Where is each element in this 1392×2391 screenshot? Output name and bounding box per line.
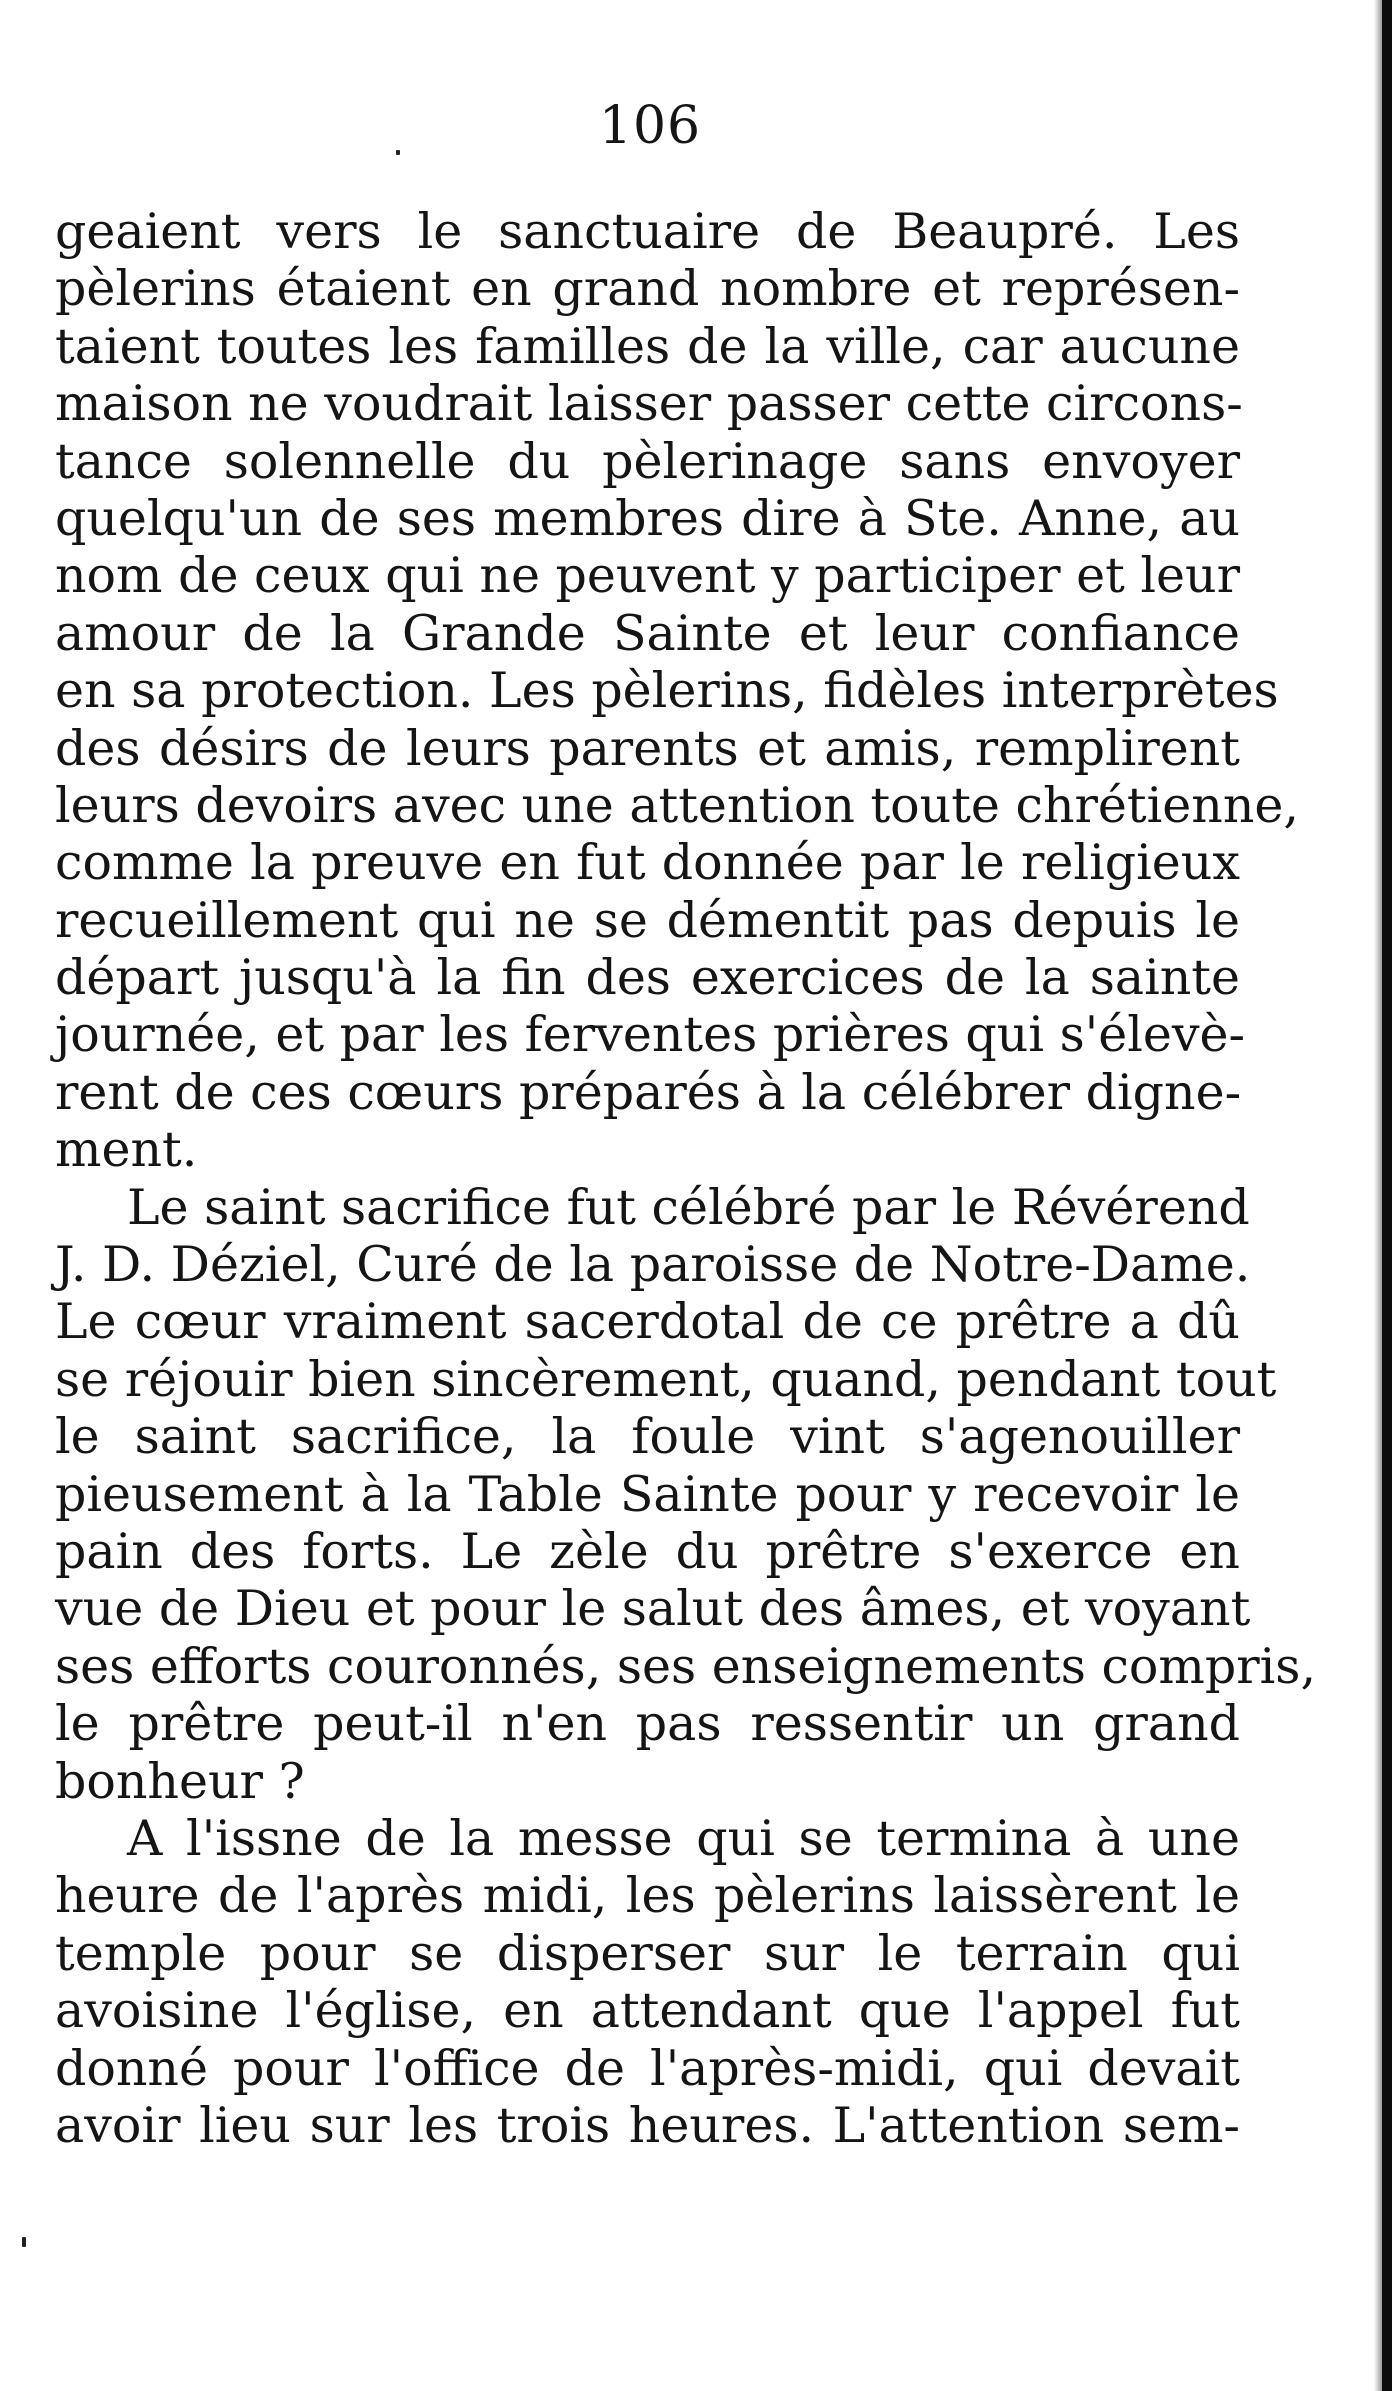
text-line: recueillement qui ne se démentit pas depuis le: [55, 891, 1240, 949]
text-line: heure de l'après midi, les pèlerins laissèrent le: [55, 1867, 1240, 1925]
text-line: avoir lieu sur les trois heures. L'attention sem-: [55, 2096, 1240, 2154]
text-line: quelqu'un de ses membres dire à Ste. Anne, au: [55, 489, 1240, 547]
text-line: vue de Dieu et pour le salut des âmes, et voyant: [55, 1580, 1251, 1638]
page-edge-shadow: [1374, 0, 1382, 2391]
text-line: pain des forts. Le zèle du prêtre s'exerce en: [55, 1522, 1240, 1580]
text-line: bonheur ?: [55, 1752, 305, 1810]
page-number: 106: [598, 96, 702, 156]
text-line: avoisine l'église, en attendant que l'appel fut: [55, 1982, 1240, 2040]
text-line: ment.: [55, 1121, 198, 1179]
text-line: leurs devoirs avec une attention toute chrétienne,: [55, 776, 1299, 834]
text-line: temple pour se disperser sur le terrain qui: [55, 1924, 1240, 1982]
text-line: rent de ces cœurs préparés à la célébrer digne-: [55, 1063, 1242, 1121]
text-line: pieusement à la Table Sainte pour y recevoir le: [55, 1465, 1240, 1523]
page-edge: [1382, 0, 1392, 2391]
text-line: nom de ceux qui ne peuvent y participer et leur: [55, 547, 1240, 605]
text-line: des désirs de leurs parents et amis, remplirent: [55, 719, 1240, 777]
text-line: Le cœur vraiment sacerdotal de ce prêtre a dû: [55, 1293, 1240, 1351]
text-line: pèlerins étaient en grand nombre et représen-: [55, 260, 1240, 318]
text-line: tance solennelle du pèlerinage sans envoyer: [55, 432, 1240, 490]
text-line: le prêtre peut-il n'en pas ressentir un grand: [55, 1695, 1240, 1753]
text-line: le saint sacrifice, la foule vint s'agenouiller: [55, 1408, 1240, 1466]
text-line: J. D. Déziel, Curé de la paroisse de Notre-Dame.: [55, 1236, 1251, 1294]
text-line: départ jusqu'à la fin des exercices de la sainte: [55, 949, 1240, 1007]
text-line: se réjouir bien sincèrement, quand, pendant tout: [55, 1350, 1277, 1408]
text-line: ses efforts couronnés, ses enseignements compris,: [55, 1637, 1317, 1695]
text-line: taient toutes les familles de la ville, car aucune: [55, 317, 1240, 375]
text-line: geaient vers le sanctuaire de Beaupré. Les: [55, 203, 1240, 260]
text-line: maison ne voudrait laisser passer cette circons-: [55, 375, 1243, 433]
body-text: [55, 203, 1317, 2154]
text-line: amour de la Grande Sainte et leur confiance: [55, 604, 1240, 662]
scan-speck: [396, 150, 400, 155]
text-line: A l'issne de la messe qui se termina à une: [127, 1809, 1240, 1867]
text-line: Le saint sacrifice fut célébré par le Révérend: [127, 1178, 1250, 1236]
text-line: en sa protection. Les pèlerins, fidèles interprètes: [55, 662, 1279, 720]
text-line: journée, et par les ferventes prières qui s'élevè-: [55, 1006, 1246, 1064]
text-line: comme la preuve en fut donnée par le religieux: [55, 834, 1240, 892]
scan-speck: [22, 2237, 26, 2247]
text-line: donné pour l'office de l'après-midi, qui devait: [55, 2039, 1240, 2097]
